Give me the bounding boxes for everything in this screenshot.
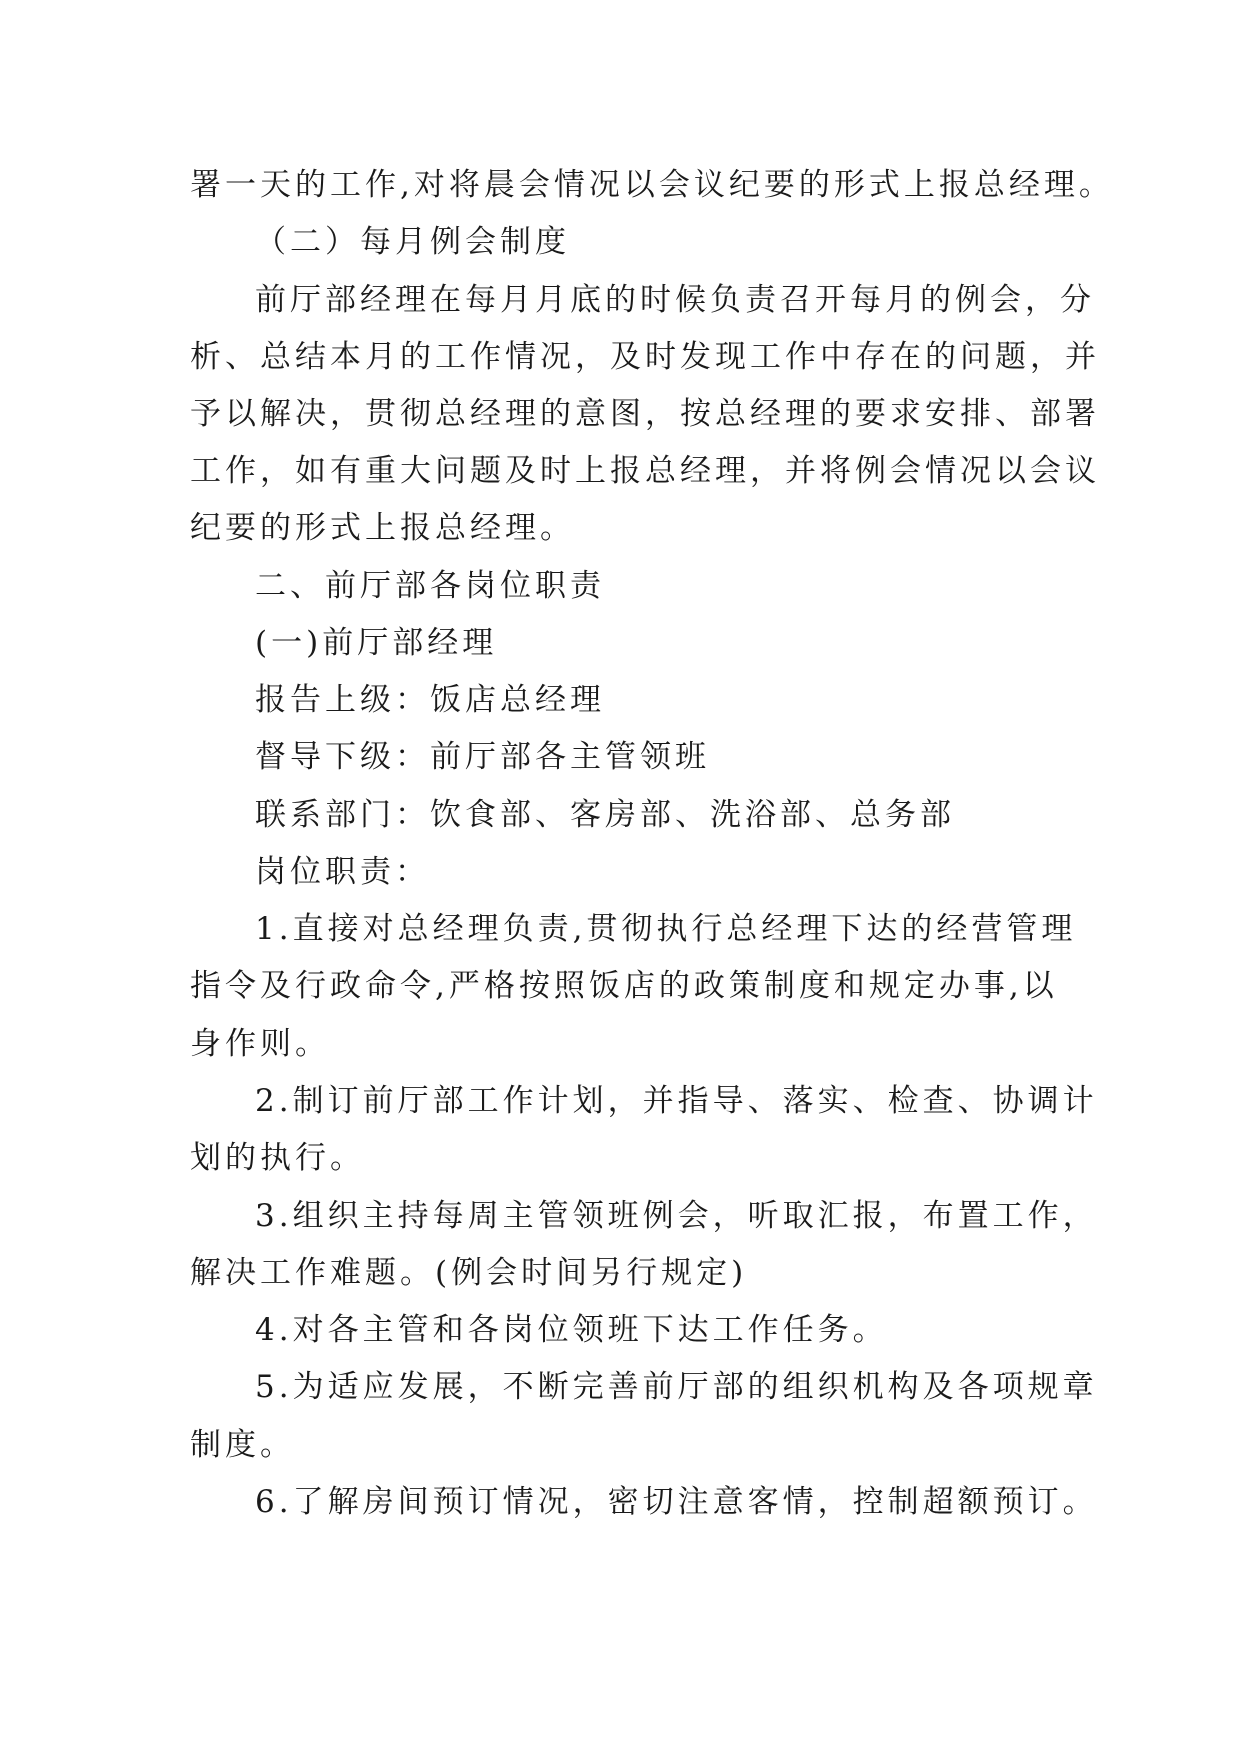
text-line: 制度。 bbox=[190, 1427, 295, 1463]
list-item: 3.组织主持每周主管领班例会，听取汇报，布置工作， bbox=[255, 1198, 1098, 1234]
text-line: 工作，如有重大问题及时上报总经理，并将例会情况以会议 bbox=[190, 453, 1100, 489]
text-line: 析、总结本月的工作情况，及时发现工作中存在的问题，并 bbox=[190, 339, 1100, 375]
list-item: 6.了解房间预订情况，密切注意客情，控制超额预订。 bbox=[255, 1484, 1098, 1520]
text-line: 划的执行。 bbox=[190, 1140, 365, 1176]
text-line: 督导下级：前厅部各主管领班 bbox=[255, 739, 710, 775]
list-item: 1.直接对总经理负责,贯彻执行总经理下达的经营管理 bbox=[255, 911, 1077, 947]
text-line: 署一天的工作,对将晨会情况以会议纪要的形式上报总经理。 bbox=[190, 167, 1114, 203]
text-line: 前厅部经理在每月月底的时候负责召开每月的例会，分 bbox=[255, 282, 1095, 318]
text-line: 岗位职责： bbox=[255, 854, 430, 890]
text-line: 纪要的形式上报总经理。 bbox=[190, 510, 575, 546]
text-line: 报告上级：饭店总经理 bbox=[255, 682, 605, 718]
list-item: 5.为适应发展，不断完善前厅部的组织机构及各项规章 bbox=[255, 1369, 1098, 1405]
section-heading: 二、前厅部各岗位职责 bbox=[255, 568, 605, 604]
text-line: 联系部门：饮食部、客房部、洗浴部、总务部 bbox=[255, 797, 955, 833]
text-line: 身作则。 bbox=[190, 1026, 330, 1062]
list-item: 4.对各主管和各岗位领班下达工作任务。 bbox=[255, 1312, 888, 1348]
text-line: 予以解决，贯彻总经理的意图，按总经理的要求安排、部署 bbox=[190, 396, 1100, 432]
subsection-heading: (一)前厅部经理 bbox=[255, 625, 498, 661]
list-item: 2.制订前厅部工作计划，并指导、落实、检查、协调计 bbox=[255, 1083, 1098, 1119]
section-heading: （二）每月例会制度 bbox=[255, 224, 570, 260]
text-line: 指令及行政命令,严格按照饭店的政策制度和规定办事,以 bbox=[190, 968, 1058, 1004]
text-line: 解决工作难题。(例会时间另行规定) bbox=[190, 1255, 748, 1291]
